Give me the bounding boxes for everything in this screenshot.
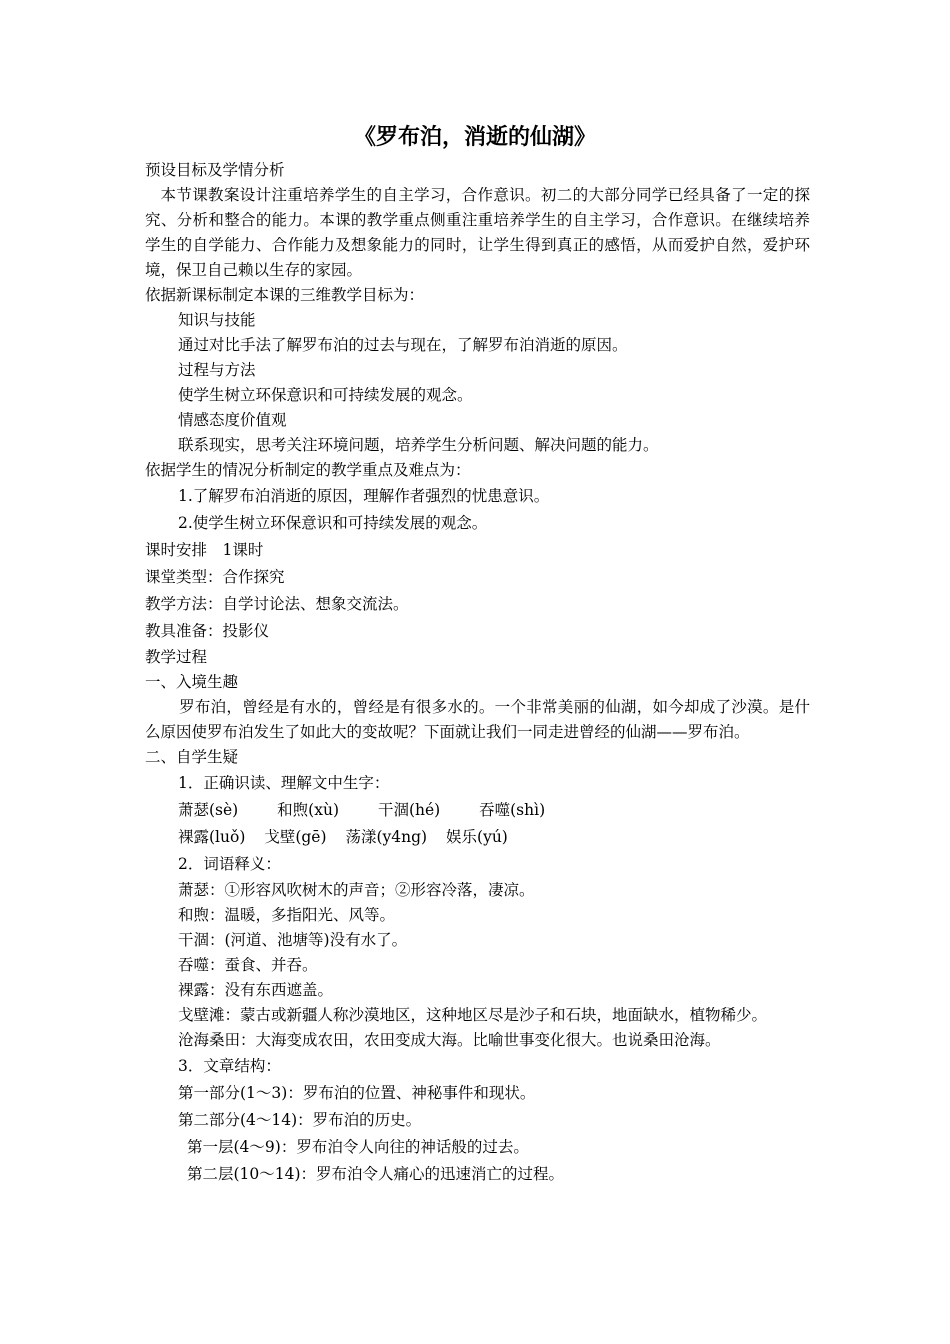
pinyin-item: 吞噬(shì) bbox=[479, 801, 546, 819]
pinyin-item: 和煦(xù) bbox=[277, 801, 339, 819]
focus-item-2: 2.使学生树立环保意识和可持续发展的观念。 bbox=[178, 514, 488, 532]
pinyin-row-2 bbox=[145, 824, 810, 851]
focus-item-1: 1.了解罗布泊消逝的原因，理解作者强烈的忧患意识。 bbox=[178, 487, 550, 505]
step2-sub2: 2．词语释义： bbox=[178, 855, 281, 873]
definition-item: 戈壁滩：蒙古或新疆人称沙漠地区，这种地区尽是沙子和石块，地面缺水，植物稀少。 bbox=[178, 1006, 768, 1024]
info-class-type: 课堂类型：合作探究 bbox=[145, 568, 285, 586]
pinyin-item: 萧瑟(sè) bbox=[178, 801, 239, 819]
definition-item: 吞噬：蚕食、并吞。 bbox=[178, 956, 318, 974]
goal-heading-knowledge: 知识与技能 bbox=[178, 311, 256, 329]
step1-text: 罗布泊，曾经是有水的，曾经是有很多水的。一个非常美丽的仙湖，如今却成了沙漠。是什么原因使罗布泊发生了如此大的变故呢？下面就让我们一同走进曾经的仙湖——罗布泊。 bbox=[145, 698, 810, 741]
info-class-hours: 课时安排 1课时 bbox=[145, 541, 264, 559]
step2-sub3: 3．文章结构： bbox=[178, 1057, 281, 1075]
intro-paragraph: 本节课教案设计注重培养学生的自主学习，合作意识。初二的大部分同学已经具备了一定的探究、分析和整合的能力。本课的教学重点侧重注重培养学生的自主学习，合作意识。在继续培养学生的自学能力、合作能力及想象能力的同时，让学生得到真正的感悟，从而爱护自然，爱护环境，保卫自己赖以生存的家园。 bbox=[145, 186, 810, 279]
structure-layer-1: 第一层(4～9)：罗布泊令人向往的神话般的过去。 bbox=[187, 1138, 529, 1156]
pinyin-item: 干涸(hé) bbox=[377, 801, 441, 819]
step2-sub1: 1．正确识读、理解文中生字： bbox=[178, 774, 390, 792]
definition-item: 干涸：(河道、池塘等)没有水了。 bbox=[178, 931, 408, 949]
definition-item: 沧海桑田：大海变成农田，农田变成大海。比喻世事变化很大。也说桑田沧海。 bbox=[178, 1031, 721, 1049]
structure-part-1: 第一部分(1～3)：罗布泊的位置、神秘事件和现状。 bbox=[178, 1084, 536, 1102]
definition-item: 萧瑟：①形容风吹树木的声音；②形容冷落，凄凉。 bbox=[178, 881, 535, 899]
goal-heading-process: 过程与方法 bbox=[178, 361, 256, 379]
pinyin-row-1 bbox=[145, 797, 810, 824]
definition-item: 裸露：没有东西遮盖。 bbox=[178, 981, 334, 999]
pinyin-item: 裸露(luǒ) bbox=[178, 828, 246, 846]
section-heading-preset: 预设目标及学情分析 bbox=[145, 161, 285, 179]
document-body bbox=[145, 158, 810, 1188]
pinyin-item: 荡漾(y4ng) bbox=[345, 828, 428, 846]
document-title: 《罗布泊，消逝的仙湖》 bbox=[353, 124, 596, 150]
goal-text-emotion: 联系现实，思考关注环境问题，培养学生分析问题、解决问题的能力。 bbox=[178, 436, 659, 454]
structure-layer-2: 第二层(10～14)：罗布泊令人痛心的迅速消亡的过程。 bbox=[187, 1165, 565, 1183]
goal-text-knowledge: 通过对比手法了解罗布泊的过去与现在，了解罗布泊消逝的原因。 bbox=[178, 336, 628, 354]
step1-heading: 一、入境生趣 bbox=[145, 673, 239, 691]
definition-item: 和煦：温暖，多指阳光、风等。 bbox=[178, 906, 396, 924]
structure-part-2: 第二部分(4～14)：罗布泊的历史。 bbox=[178, 1111, 422, 1129]
goal-heading-emotion: 情感态度价值观 bbox=[178, 411, 287, 429]
info-teaching-process: 教学过程 bbox=[145, 648, 208, 666]
pinyin-item: 戈壁(gē) bbox=[264, 828, 327, 846]
pinyin-item: 娱乐(yú) bbox=[446, 828, 508, 846]
info-teaching-method: 教学方法：自学讨论法、想象交流法。 bbox=[145, 595, 409, 613]
goals-intro: 依据新课标制定本课的三维教学目标为： bbox=[145, 286, 425, 304]
info-teaching-tools: 教具准备：投影仪 bbox=[145, 622, 270, 640]
goal-text-process: 使学生树立环保意识和可持续发展的观念。 bbox=[178, 386, 473, 404]
focus-intro: 依据学生的情况分析制定的教学重点及难点为： bbox=[145, 461, 471, 479]
step2-heading: 二、自学生疑 bbox=[145, 748, 239, 766]
